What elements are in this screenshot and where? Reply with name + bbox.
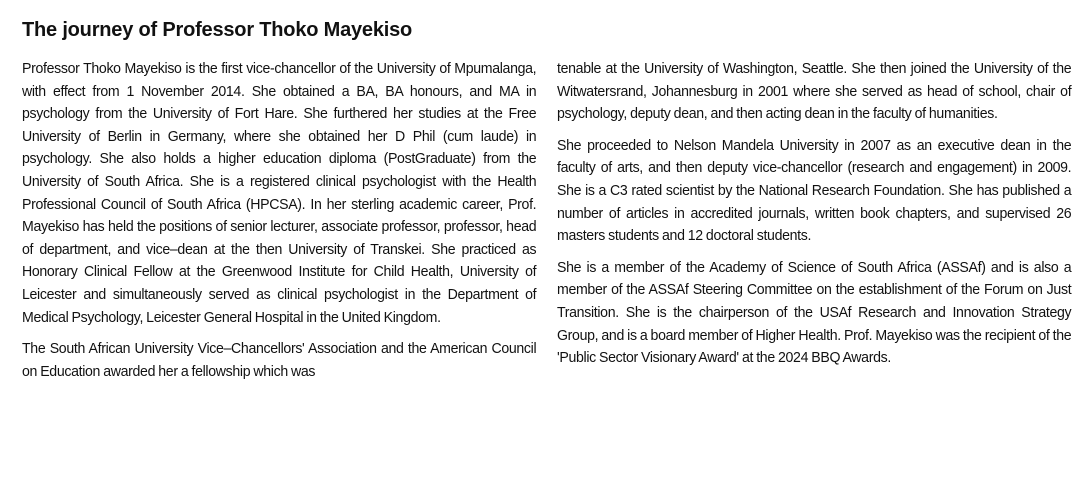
paragraph-fellowship-continued: tenable at the University of Washington, Seattle. She then joined the University of the Witwatersrand, Johannesburg in 2001 where she served as head of school, chair of psychology, deputy dean, and then acting dean in the faculty of humanities. (557, 60, 1072, 123)
article-title: The journey of Professor Thoko Mayekiso (22, 19, 413, 41)
paragraph-memberships-awards: She is a member of the Academy of Science of South Africa (ASSAf) and is also a member of the ASSAf Steering Committee on the establishment of the Forum on Just Transition. She is the chairperson of the USAf Research and Innovation Strategy Group, and is a board member of Higher Health. Prof. Mayekiso was the recipient of the 'Public Sector Visionary Award' at the 2024 BBQ Awards. (557, 258, 1072, 367)
paragraph-nelson-mandela-university: She proceeded to Nelson Mandela University in 2007 as an executive dean in the faculty of arts, and then deputy vice-chancellor (research and engagement) in 2009. She is a C3 rated scientist by the National Research Foundation. She has published a number of articles in accredited journals, written book chapters, and supervised 26 masters students and 12 doctoral students. (557, 136, 1072, 245)
paragraph-fellowship-start: The South African University Vice–Chancellors' Association and the American Council on Education awarded her a fellowship which was (22, 340, 537, 380)
right-column (557, 58, 1071, 379)
left-column (22, 58, 536, 392)
paragraph-biography-early: Professor Thoko Mayekiso is the first vice-chancellor of the University of Mpumalanga, with effect from 1 November 2014. She obtained a BA, BA honours, and MA in psychology from the University of Fort Hare. She furthered her studies at the Free University of Berlin in Germany, where she obtained her D Phil (cum laude) in psychology. She also holds a higher education diploma (PostGraduate) from the University of South Africa. She is a registered clinical psychologist with the Health Professional Council of South Africa (HPCSA). In her sterling academic career, Prof. Mayekiso has held the positions of senior lecturer, associate professor, professor, head of department, and vice–dean at the then University of Transkei. She practiced as Honorary Clinical Fellow at the Greenwood Institute for Child Health, University of Leicester and simultaneously served as clinical psychologist in the Department of Medical Psychology, Leicester General Hospital in the United Kingdom. (22, 60, 537, 326)
